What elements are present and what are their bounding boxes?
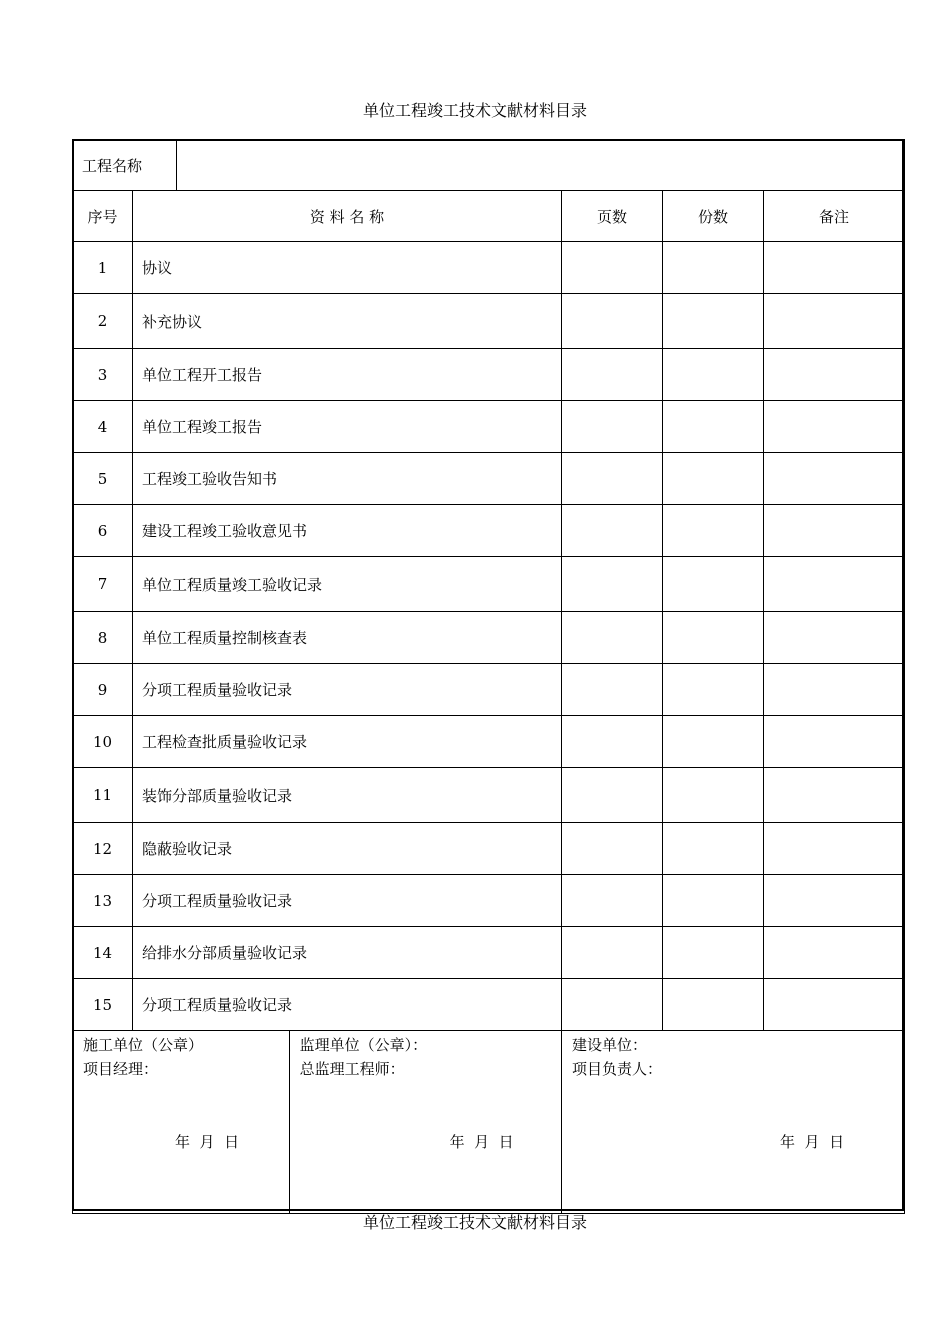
row-document-name: 工程竣工验收告知书 xyxy=(133,453,562,505)
document-title: 单位工程竣工技术文献材料目录 xyxy=(362,101,587,120)
row-seq: 1 xyxy=(73,242,133,294)
header-remarks: 备注 xyxy=(764,191,905,242)
header-pages: 页数 xyxy=(562,191,663,242)
header-copies: 份数 xyxy=(663,191,764,242)
supervision-unit-label: 监理单位（公章）： xyxy=(299,1036,428,1054)
outer-frame xyxy=(72,139,904,1211)
row-seq: 2 xyxy=(73,294,133,349)
row-document-name: 单位工程质量竣工验收记录 xyxy=(133,557,562,612)
row-document-name: 协议 xyxy=(133,242,562,294)
row-seq: 6 xyxy=(73,505,133,557)
row-seq: 4 xyxy=(73,401,133,453)
row-document-name: 装饰分部质量验收记录 xyxy=(133,768,562,823)
row-seq: 15 xyxy=(73,979,133,1031)
project-name-label: 工程名称 xyxy=(73,140,177,191)
chief-supervisor-label: 总监理工程师： xyxy=(299,1060,405,1078)
row-seq: 3 xyxy=(73,349,133,401)
row-seq: 5 xyxy=(73,453,133,505)
header-seq: 序号 xyxy=(73,191,133,242)
row-document-name: 单位工程质量控制核查表 xyxy=(133,612,562,664)
row-document-name: 建设工程竣工验收意见书 xyxy=(133,505,562,557)
header-name: 资 料 名 称 xyxy=(133,191,562,242)
row-seq: 11 xyxy=(73,768,133,823)
row-document-name: 单位工程开工报告 xyxy=(133,349,562,401)
row-document-name: 分项工程质量验收记录 xyxy=(133,875,562,927)
row-seq: 9 xyxy=(73,664,133,716)
project-manager-label: 项目经理： xyxy=(83,1060,159,1078)
row-seq: 13 xyxy=(73,875,133,927)
construction-unit-label: 施工单位（公章） xyxy=(83,1036,204,1054)
row-seq: 10 xyxy=(73,716,133,768)
supervision-date: 年 月 日 xyxy=(449,1133,514,1151)
row-document-name: 分项工程质量验收记录 xyxy=(133,979,562,1031)
row-document-name: 给排水分部质量验收记录 xyxy=(133,927,562,979)
row-document-name: 单位工程竣工报告 xyxy=(133,401,562,453)
row-document-name: 工程检查批质量验收记录 xyxy=(133,716,562,768)
owner-unit-label: 建设单位： xyxy=(572,1036,648,1054)
row-document-name: 分项工程质量验收记录 xyxy=(133,664,562,716)
document-footer-title: 单位工程竣工技术文献材料目录 xyxy=(362,1213,587,1232)
row-document-name: 补充协议 xyxy=(133,294,562,349)
construction-date: 年 月 日 xyxy=(175,1133,240,1151)
row-seq: 12 xyxy=(73,823,133,875)
row-seq: 14 xyxy=(73,927,133,979)
owner-date: 年 月 日 xyxy=(780,1133,845,1151)
row-document-name: 隐蔽验收记录 xyxy=(133,823,562,875)
row-seq: 7 xyxy=(73,557,133,612)
project-leader-label: 项目负责人： xyxy=(572,1060,663,1078)
row-seq: 8 xyxy=(73,612,133,664)
